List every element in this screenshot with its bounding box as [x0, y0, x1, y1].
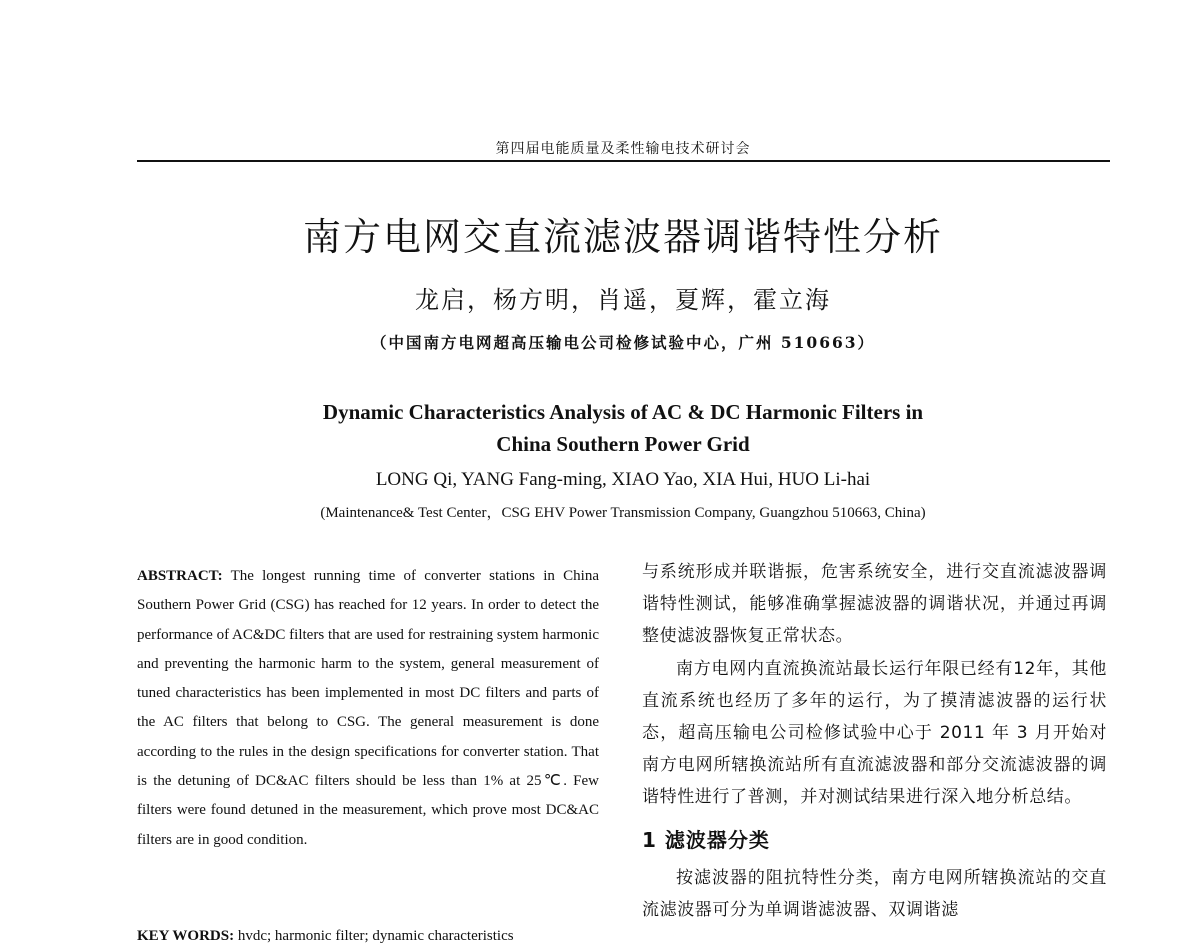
keywords: [137, 922, 599, 951]
section-heading: 1 滤波器分类: [642, 827, 770, 852]
abstract-label: ABSTRACT:: [137, 568, 223, 584]
chinese-affiliation: （中国南方电网超高压输电公司检修试验中心，广州 510663）: [370, 333, 876, 352]
keywords-label: KEY WORDS:: [137, 928, 235, 944]
abstract-text: The longest running time of converter stations in China Southern Power Grid (CSG) has reached for 12 years. In order to detect the performance of AC&DC filters that are used for restraining system harmonic and preventing the harmonic harm to the system, general measurement of tuned characteristics has been implemented in most DC filters and parts of the AC filters that belong to CSG. The general measurement is done according to the rules in the design specifications for converter station. That is the detuning of DC&AC filters should be less than 1% at 25℃. Few filters were found detuned in the measurement, which prove most DC&AC filters are in good condition.: [137, 568, 599, 848]
english-title-line-1: Dynamic Characteristics Analysis of AC & DC Harmonic Filters in: [322, 400, 924, 424]
english-affiliation: (Maintenance& Test Center，CSG EHV Power Transmission Company, Guangzhou 510663, China): [320, 505, 926, 521]
running-head: 第四届电能质量及柔性输电技术研讨会: [495, 141, 751, 157]
english-title-line-2: China Southern Power Grid: [496, 432, 750, 456]
paragraph-2: 南方电网内直流换流站最长运行年限已经有12年，其他直流系统也经历了多年的运行，为了摸清滤波器的运行状态，超高压输电公司检修试验中心于 2011 年 3 月开始对南方电网所辖换流站所有直流滤波器和部分交流滤波器的调谐特性进行了普测，并对测试结果进行深入地分析总结。: [642, 658, 1107, 808]
abstract: [137, 562, 599, 855]
chinese-authors: 龙启，杨方明，肖遥，夏辉，霍立海: [415, 286, 831, 314]
header-rule: [137, 160, 1110, 162]
english-authors: LONG Qi, YANG Fang-ming, XIAO Yao, XIA Hui, HUO Li-hai: [375, 469, 871, 490]
right-column: [642, 556, 1107, 926]
keywords-text: hvdc; harmonic filter; dynamic characteristics: [237, 928, 514, 944]
english-title: [0, 396, 1200, 460]
paragraph-3: 按滤波器的阻抗特性分类，南方电网所辖换流站的交直流滤波器可分为单调谐滤波器、双调谐滤: [642, 867, 1107, 921]
paragraph-1: 与系统形成并联谐振，危害系统安全，进行交直流滤波器调谐特性测试，能够准确掌握滤波器的调谐状况，并通过再调整使滤波器恢复正常状态。: [642, 562, 1107, 647]
chinese-title: 南方电网交直流滤波器调谐特性分析: [302, 215, 943, 259]
